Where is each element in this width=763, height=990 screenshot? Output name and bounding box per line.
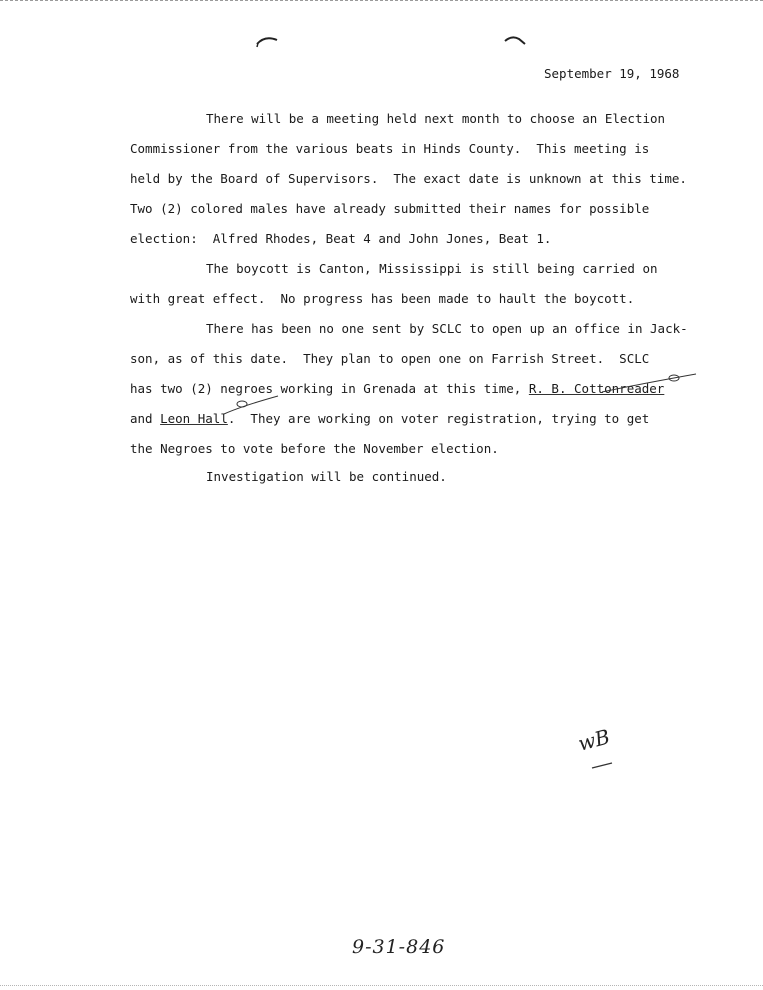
bottom-scan-edge: [0, 985, 763, 990]
underlined-name-cottonreader: R. B. Cottonreader: [528, 381, 665, 396]
text-line: held by the Board of Supervisors. The exact date is unknown at this time.: [130, 171, 687, 186]
text-line: Two (2) colored males have already submitted their names for possible: [130, 201, 650, 216]
initials-underline: [590, 760, 616, 770]
top-scan-edge: [0, 0, 763, 7]
punch-mark-left: [255, 34, 279, 48]
text-line: election: Alfred Rhodes, Beat 4 and John Jones, Beat 1.: [130, 231, 552, 246]
paragraph-boycott: [130, 254, 690, 314]
text-segment: has two (2) negroes working in Grenada at this time,: [130, 381, 529, 396]
text-segment: and: [130, 411, 161, 426]
text-line: [130, 404, 690, 434]
text-line: Commissioner from the various beats in Hinds County. This meeting is: [130, 141, 650, 156]
pen-check-mark-1: [600, 370, 700, 396]
text-segment: . They are working on voter registration, trying to get: [227, 411, 650, 426]
text-line: the Negroes to vote before the November election.: [130, 441, 499, 456]
pen-check-mark-2: [222, 394, 282, 418]
document-date: September 19, 1968: [544, 66, 680, 81]
paragraph-election: [130, 104, 690, 254]
text-line: The boycott is Canton, Mississippi is still being carried on: [206, 261, 658, 276]
handwritten-initials: wB: [575, 724, 613, 756]
text-line: with great effect. No progress has been made to hault the boycott.: [130, 291, 635, 306]
text-line: Investigation will be continued.: [206, 469, 447, 484]
text-line: son, as of this date. They plan to open one on Farrish Street. SCLC: [130, 351, 650, 366]
underlined-name-hall: Leon Hall: [160, 411, 228, 426]
punch-mark-right: [503, 33, 527, 47]
text-line: There has been no one sent by SCLC to open up an office in Jack-: [206, 321, 688, 336]
text-line: There will be a meeting held next month to choose an Election: [206, 111, 666, 126]
paragraph-investigation: [130, 462, 690, 492]
handwritten-file-number: 9-31-846: [352, 936, 446, 958]
